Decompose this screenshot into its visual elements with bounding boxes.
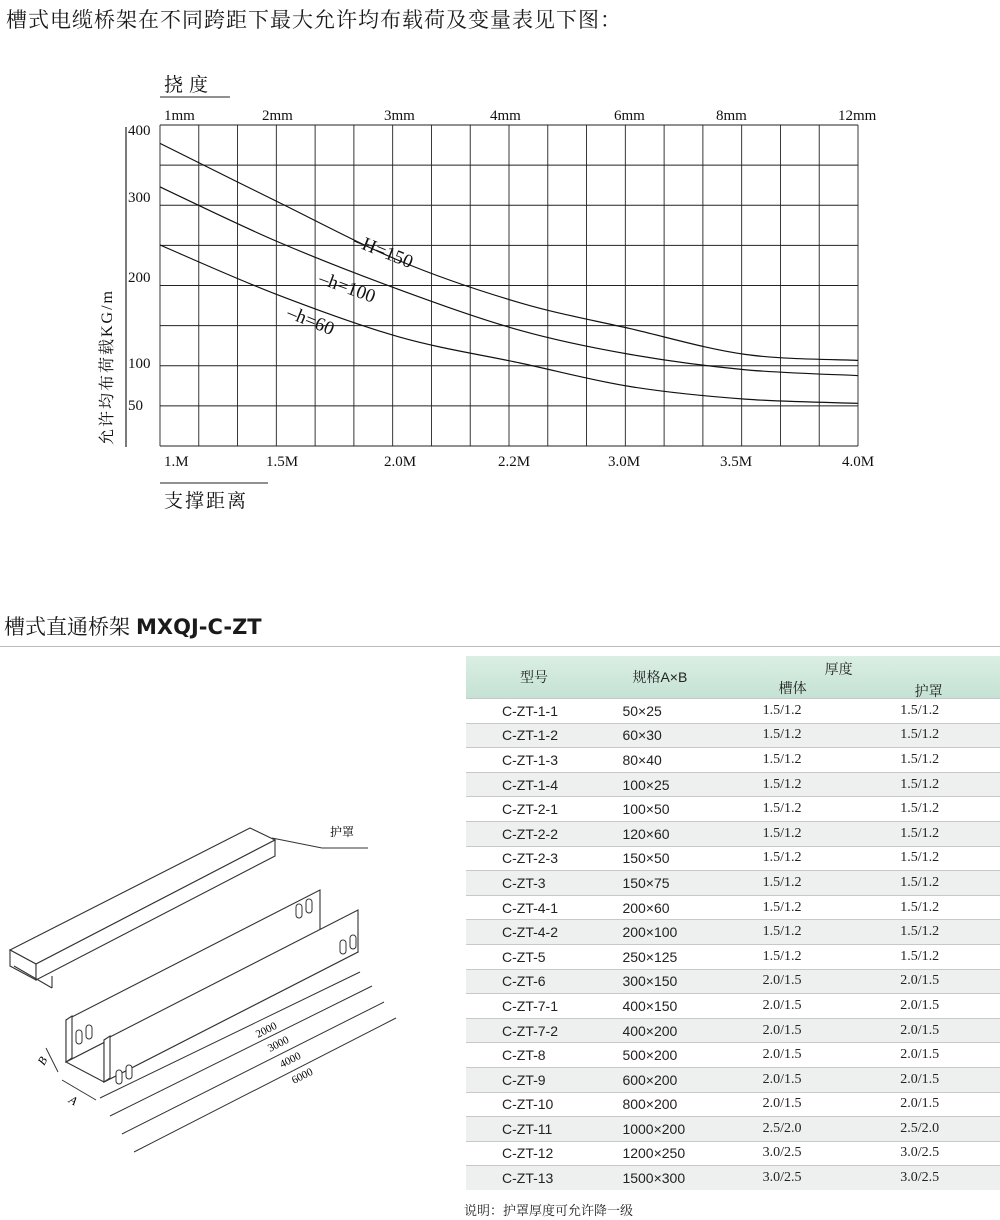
cell-body-thickness: 2.0/1.5: [739, 1018, 869, 1043]
x-tick-label: 1.5M: [266, 454, 299, 470]
product-code: MXQJ-C-ZT: [136, 615, 262, 639]
cell-spec: 1000×200: [622, 1117, 738, 1142]
cell-model: C-ZT-1-2: [466, 723, 622, 748]
section-title-text: 槽式直通桥架: [4, 615, 130, 639]
cell-body-thickness: 1.5/1.2: [739, 699, 869, 724]
header-thickness-group: [739, 656, 1000, 699]
cell-model: C-ZT-9: [466, 1067, 622, 1092]
cell-cover-thickness: 2.0/1.5: [868, 969, 1000, 994]
cell-model: C-ZT-4-2: [466, 920, 622, 945]
cell-spec: 400×150: [622, 994, 738, 1019]
cell-spec: 200×100: [622, 920, 738, 945]
y-tick-label: 200: [128, 270, 151, 286]
table-row: [466, 1092, 1000, 1117]
cover-label: 护罩: [330, 825, 355, 839]
page-headline: 槽式电缆桥架在不同跨距下最大允许均布载荷及变量表见下图：: [6, 8, 622, 32]
table-row: [466, 1141, 1000, 1166]
cell-model: C-ZT-13: [466, 1166, 622, 1191]
table-row: [466, 1067, 1000, 1092]
cell-body-thickness: 1.5/1.2: [739, 772, 869, 797]
series-label: –H=150: [350, 230, 416, 274]
table-row: [466, 969, 1000, 994]
x-tick-label: 4.0M: [842, 454, 875, 470]
cell-body-thickness: 3.0/2.5: [739, 1166, 869, 1191]
table-row: [466, 748, 1000, 773]
cell-body-thickness: 2.0/1.5: [739, 1092, 869, 1117]
table-row: [466, 871, 1000, 896]
y-tick-label: 400: [128, 123, 151, 139]
tray-drawing: [0, 780, 460, 1190]
dim-b-label: B: [34, 1054, 51, 1068]
cell-body-thickness: 2.0/1.5: [739, 1067, 869, 1092]
length-2000: 2000: [253, 1019, 279, 1041]
cell-model: C-ZT-5: [466, 944, 622, 969]
y-tick-label: 100: [128, 356, 151, 372]
section-title: [4, 611, 262, 641]
cell-cover-thickness: 1.5/1.2: [868, 846, 1000, 871]
table-row: [466, 772, 1000, 797]
dim-a-label: A: [66, 1092, 80, 1109]
cell-body-thickness: 1.5/1.2: [739, 748, 869, 773]
cell-spec: 800×200: [622, 1092, 738, 1117]
cell-body-thickness: 2.0/1.5: [739, 994, 869, 1019]
spec-table: [466, 656, 1000, 1190]
cell-body-thickness: 1.5/1.2: [739, 821, 869, 846]
cell-cover-thickness: 1.5/1.2: [868, 821, 1000, 846]
cell-spec: 150×75: [622, 871, 738, 896]
top-tick-label: 12mm: [838, 108, 877, 124]
table-row: [466, 920, 1000, 945]
x-tick-label: 2.2M: [498, 454, 531, 470]
header-cover: 护罩: [914, 683, 943, 699]
cell-spec: 400×200: [622, 1018, 738, 1043]
cell-cover-thickness: 2.0/1.5: [868, 1018, 1000, 1043]
y-tick-label: 300: [128, 190, 151, 206]
cell-model: C-ZT-4-1: [466, 895, 622, 920]
cell-model: C-ZT-12: [466, 1141, 622, 1166]
cell-body-thickness: 1.5/1.2: [739, 797, 869, 822]
cell-model: C-ZT-7-2: [466, 1018, 622, 1043]
table-row: [466, 723, 1000, 748]
cell-model: C-ZT-1-1: [466, 699, 622, 724]
cell-cover-thickness: 2.0/1.5: [868, 1067, 1000, 1092]
cell-model: C-ZT-1-4: [466, 772, 622, 797]
cell-body-thickness: 1.5/1.2: [739, 944, 869, 969]
table-row: [466, 895, 1000, 920]
series-label: –h=60: [284, 302, 338, 340]
chart-grid: [126, 97, 858, 483]
cell-spec: 1200×250: [622, 1141, 738, 1166]
cell-body-thickness: 2.0/1.5: [739, 969, 869, 994]
cover-leader-line: [272, 838, 322, 848]
cell-model: C-ZT-6: [466, 969, 622, 994]
table-row: [466, 944, 1000, 969]
table-row: [466, 1117, 1000, 1142]
cell-model: C-ZT-3: [466, 871, 622, 896]
cell-body-thickness: 1.5/1.2: [739, 871, 869, 896]
top-tick-label: 6mm: [614, 108, 645, 124]
top-tick-label: 3mm: [384, 108, 415, 124]
cell-cover-thickness: 1.5/1.2: [868, 723, 1000, 748]
top-axis-title: 挠度: [164, 75, 215, 96]
cell-cover-thickness: 1.5/1.2: [868, 920, 1000, 945]
x-tick-label: 3.0M: [608, 454, 641, 470]
top-tick-label: 2mm: [262, 108, 293, 124]
cell-model: C-ZT-2-2: [466, 821, 622, 846]
cell-cover-thickness: 2.0/1.5: [868, 1092, 1000, 1117]
cell-body-thickness: 2.0/1.5: [739, 1043, 869, 1068]
table-row: [466, 846, 1000, 871]
x-tick-label: 2.0M: [384, 454, 417, 470]
header-thickness: 厚度: [824, 661, 853, 677]
table-row: [466, 1166, 1000, 1191]
table-note: 说明：护罩厚度可允许降一级: [464, 1204, 634, 1219]
cell-body-thickness: 2.5/2.0: [739, 1117, 869, 1142]
cell-cover-thickness: 1.5/1.2: [868, 699, 1000, 724]
table-header-row: [466, 656, 1000, 699]
table-row: [466, 821, 1000, 846]
cell-cover-thickness: 1.5/1.2: [868, 944, 1000, 969]
cell-spec: 300×150: [622, 969, 738, 994]
cell-cover-thickness: 1.5/1.2: [868, 895, 1000, 920]
cell-spec: 150×50: [622, 846, 738, 871]
y-axis-title: 允许均布荷载KG/m: [99, 288, 116, 445]
section-divider: [0, 646, 1000, 647]
cell-spec: 120×60: [622, 821, 738, 846]
cell-body-thickness: 1.5/1.2: [739, 846, 869, 871]
series-label: –h=100: [316, 267, 379, 308]
length-3000: 3000: [265, 1033, 291, 1055]
cell-spec: 100×50: [622, 797, 738, 822]
cell-body-thickness: 1.5/1.2: [739, 723, 869, 748]
y-tick-label: 50: [128, 398, 143, 414]
cell-model: C-ZT-2-3: [466, 846, 622, 871]
cell-cover-thickness: 3.0/2.5: [868, 1141, 1000, 1166]
table-row: [466, 699, 1000, 724]
cell-model: C-ZT-10: [466, 1092, 622, 1117]
x-axis-title: 支撑距离: [164, 491, 249, 512]
cell-body-thickness: 1.5/1.2: [739, 920, 869, 945]
cell-body-thickness: 1.5/1.2: [739, 895, 869, 920]
top-tick-label: 8mm: [716, 108, 747, 124]
length-4000: 4000: [277, 1049, 303, 1071]
header-spec: 规格A×B: [632, 669, 688, 685]
cell-spec: 500×200: [622, 1043, 738, 1068]
header-model: 型号: [520, 669, 548, 685]
cell-spec: 250×125: [622, 944, 738, 969]
cell-spec: 80×40: [622, 748, 738, 773]
cell-cover-thickness: 1.5/1.2: [868, 797, 1000, 822]
cell-cover-thickness: 1.5/1.2: [868, 748, 1000, 773]
cell-model: C-ZT-2-1: [466, 797, 622, 822]
cell-cover-thickness: 2.0/1.5: [868, 994, 1000, 1019]
table-row: [466, 1043, 1000, 1068]
table-body: [466, 699, 1000, 1191]
top-tick-label: 4mm: [490, 108, 521, 124]
cell-cover-thickness: 1.5/1.2: [868, 871, 1000, 896]
x-tick-label: 1.M: [164, 454, 189, 470]
cell-cover-thickness: 2.0/1.5: [868, 1043, 1000, 1068]
cell-spec: 1500×300: [622, 1166, 738, 1191]
table-row: [466, 1018, 1000, 1043]
load-chart: [0, 55, 1000, 525]
cell-spec: 100×25: [622, 772, 738, 797]
table-row: [466, 994, 1000, 1019]
cell-model: C-ZT-8: [466, 1043, 622, 1068]
cell-cover-thickness: 1.5/1.2: [868, 772, 1000, 797]
cell-model: C-ZT-1-3: [466, 748, 622, 773]
top-tick-label: 1mm: [164, 108, 195, 124]
cell-cover-thickness: 3.0/2.5: [868, 1166, 1000, 1191]
cell-model: C-ZT-7-1: [466, 994, 622, 1019]
cell-model: C-ZT-11: [466, 1117, 622, 1142]
cell-spec: 200×60: [622, 895, 738, 920]
header-body: 槽体: [778, 680, 807, 696]
cell-spec: 600×200: [622, 1067, 738, 1092]
cell-cover-thickness: 2.5/2.0: [868, 1117, 1000, 1142]
x-tick-label: 3.5M: [720, 454, 753, 470]
cell-spec: 60×30: [622, 723, 738, 748]
length-6000: 6000: [289, 1065, 315, 1087]
table-row: [466, 797, 1000, 822]
cell-body-thickness: 3.0/2.5: [739, 1141, 869, 1166]
cell-spec: 50×25: [622, 699, 738, 724]
